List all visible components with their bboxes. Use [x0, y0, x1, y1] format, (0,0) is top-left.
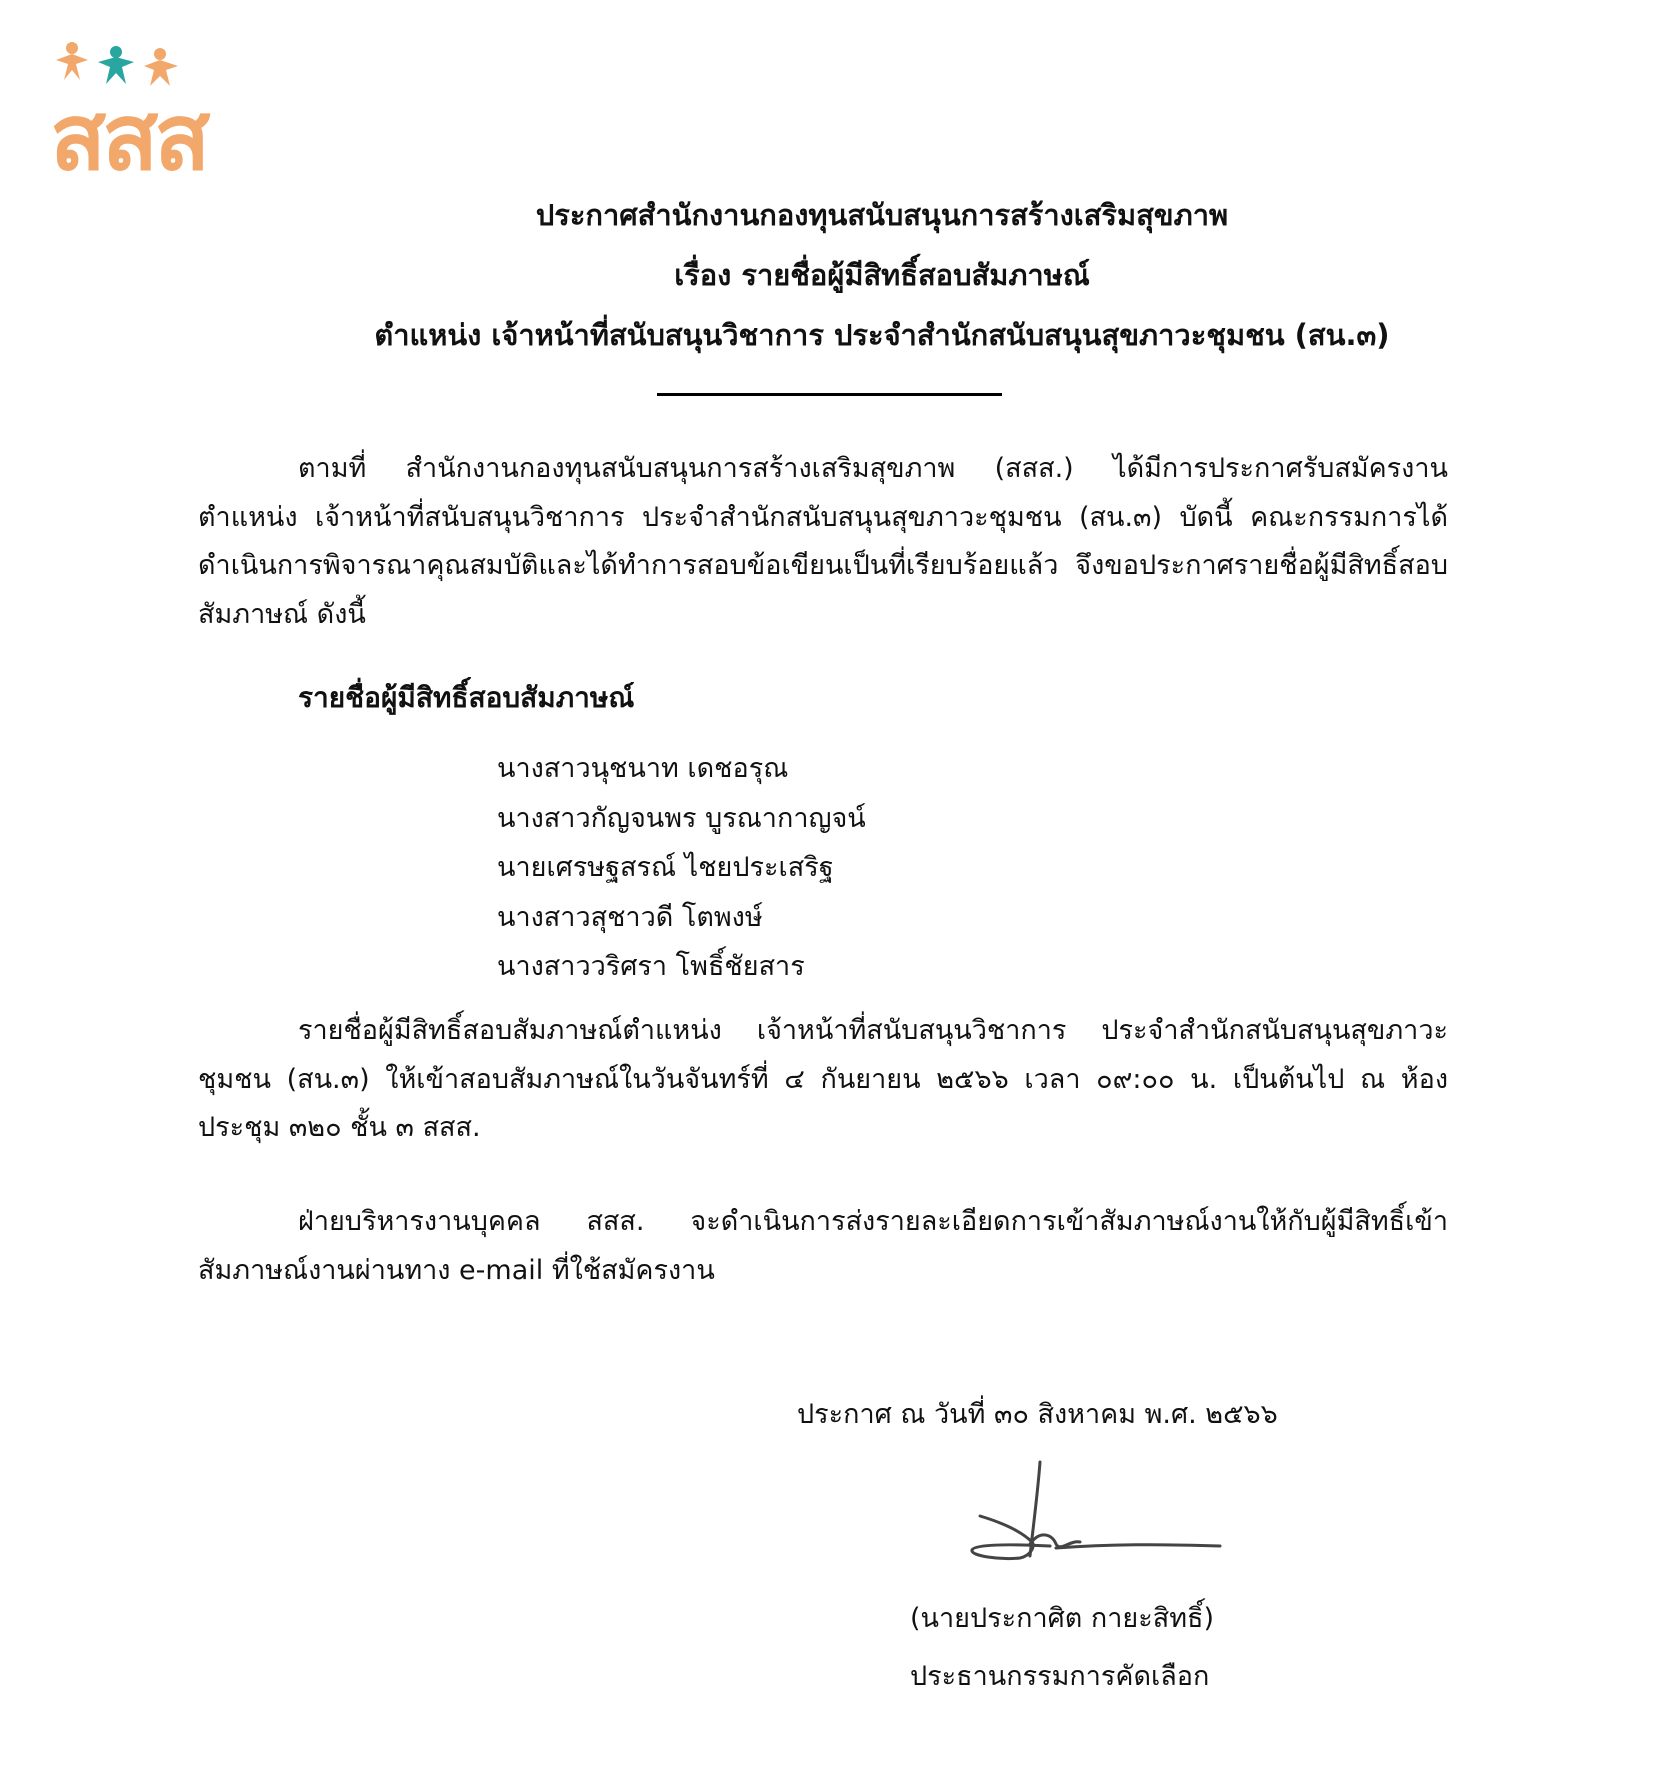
people-stars-icon: [54, 40, 194, 90]
interview-schedule-paragraph: รายชื่อผู้มีสิทธิ์สอบสัมภาษณ์ตำแหน่ง เจ้าหน้าที่สนับสนุนวิชาการ ประจำสำนักสนับสนุนสุขภาวะชุมชน (สน.๓) ให้เข้าสอบสัมภาษณ์ในวันจันทร์ที่ ๔ กันยายน ๒๕๖๖ เวลา ๐๙:๐๐ น. เป็นต้นไป ณ ห้องประชุม ๓๒๐ ชั้น ๓ สสส.: [198, 1015, 1448, 1143]
candidate-list-title: รายชื่อผู้มีสิทธิ์สอบสัมภาษณ์: [298, 681, 635, 714]
list-item: นางสาววริศรา โพธิ์ชัยสาร: [497, 951, 805, 982]
signer-title: ประธานกรรมการคัดเลือก: [910, 1661, 1210, 1692]
signer-block: [910, 1590, 1214, 1706]
list-item: นางสาวนุชนาท เดชอรุณ: [497, 753, 789, 784]
signature: [960, 1460, 1230, 1574]
list-item: นางสาวกัญจนพร บูรณากาญจน์: [497, 802, 866, 834]
logo-wordmark: สสส: [50, 84, 207, 191]
candidate-list: [497, 744, 866, 992]
signer-name: (นายประกาศิต กายะสิทธิ์): [910, 1603, 1215, 1634]
announcement-position: ตำแหน่ง เจ้าหน้าที่สนับสนุนวิชาการ ประจำสำนักสนับสนุนสุขภาวะชุมชน (สน.๓): [374, 318, 1390, 352]
title-divider: [657, 393, 1002, 396]
announcement-date: ประกาศ ณ วันที่ ๓๐ สิงหาคม พ.ศ. ๒๕๖๖: [797, 1399, 1278, 1430]
announcement-title: ประกาศสำนักงานกองทุนสนับสนุนการสร้างเสริมสุขภาพ: [535, 198, 1229, 232]
email-notice-paragraph: ฝ่ายบริหารงานบุคคล สสส. จะดำเนินการส่งรายละเอียดการเข้าสัมภาษณ์งานให้กับผู้มีสิทธิ์เข้าสัมภาษณ์งานผ่านทาง e-mail ที่ใช้สมัครงาน: [198, 1206, 1448, 1286]
thaihealth-logo: [50, 40, 290, 190]
announcement-subject: เรื่อง รายชื่อผู้มีสิทธิ์สอบสัมภาษณ์: [674, 258, 1090, 292]
list-item: นายเศรษฐสรณ์ ไชยประเสริฐ: [497, 852, 834, 883]
intro-paragraph: ตามที่ สำนักงานกองทุนสนับสนุนการสร้างเสริมสุขภาพ (สสส.) ได้มีการประกาศรับสมัครงาน ตำแหน่ง เจ้าหน้าที่สนับสนุนวิชาการ ประจำสำนักสนับสนุนสุขภาวะชุมชน (สน.๓) บัดนี้ คณะกรรมการได้ดำเนินการพิจารณาคุณสมบัติและได้ทำการสอบข้อเขียนเป็นที่เรียบร้อยแล้ว จึงขอประกาศรายชื่อผู้มีสิทธิ์สอบสัมภาษณ์ ดังนี้: [198, 453, 1448, 630]
list-item: นางสาวสุชาวดี โตพงษ์: [497, 901, 763, 933]
